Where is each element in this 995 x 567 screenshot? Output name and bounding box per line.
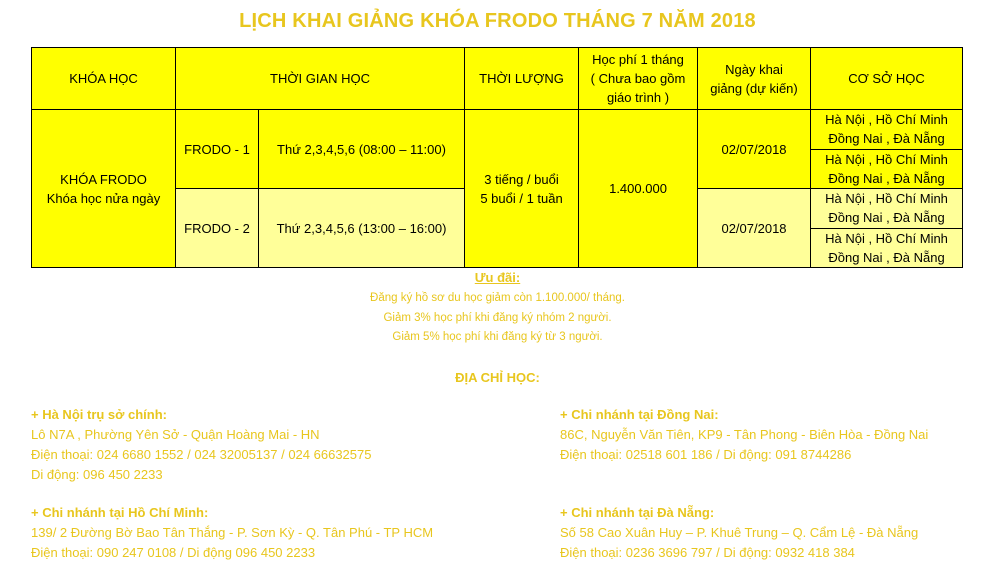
class-code-cell: FRODO - 1 — [176, 110, 259, 189]
header-fee: Học phí 1 tháng ( Chưa bao gồm giáo trình ) — [579, 48, 698, 110]
branch-address: Số 58 Cao Xuân Huy – P. Khuê Trung – Q. Cẩm Lệ - Đà Nẵng — [560, 525, 919, 540]
header-campus: CƠ SỞ HỌC — [811, 48, 963, 110]
header-start-date: Ngày khai giảng (dự kiến) — [698, 48, 811, 110]
branch-address: 86C, Nguyễn Văn Tiên, KP9 - Tân Phong - Biên Hòa - Đồng Nai — [560, 427, 929, 442]
branch-phone: Điện thoại: 0236 3696 797 / Di động: 0932 418 384 — [560, 545, 855, 560]
address-title: ĐỊA CHỈ HỌC: — [455, 370, 540, 385]
fee-cell: 1.400.000 — [579, 110, 698, 268]
campus-cell: Hà Nội , Hồ Chí Minh Đồng Nai , Đà Nẵng — [811, 149, 963, 189]
start-date-cell: 02/07/2018 — [698, 110, 811, 189]
branch-name: + Chi nhánh tại Hồ Chí Minh: — [31, 505, 209, 520]
branch-address: 139/ 2 Đường Bờ Bao Tân Thắng - P. Sơn Kỳ - Q. Tân Phú - TP HCM — [31, 525, 434, 540]
branch-hcm — [31, 503, 433, 563]
branch-phone: Điện thoại: 024 6680 1552 / 024 32005137 / 024 66632575 — [31, 447, 372, 462]
branch-hanoi — [31, 405, 371, 485]
duration-cell: 3 tiếng / buổi 5 buổi / 1 tuần — [465, 110, 579, 268]
class-code-cell: FRODO - 2 — [176, 189, 259, 268]
schedule-table — [31, 47, 963, 268]
promo-item: Giảm 5% học phí khi đăng ký từ 3 người. — [392, 331, 603, 343]
campus-cell: Hà Nội , Hồ Chí Minh Đồng Nai , Đà Nẵng — [811, 110, 963, 150]
promo-item: Đăng ký hồ sơ du học giảm còn 1.100.000/ tháng. — [370, 292, 625, 304]
campus-cell: Hà Nội , Hồ Chí Minh Đồng Nai , Đà Nẵng — [811, 228, 963, 268]
branch-address: Lô N7A , Phường Yên Sở - Quận Hoàng Mai - HN — [31, 427, 320, 442]
branch-name: + Chi nhánh tại Đồng Nai: — [560, 407, 719, 422]
branch-name: + Hà Nội trụ sở chính: — [31, 407, 168, 422]
class-schedule-cell: Thứ 2,3,4,5,6 (13:00 – 16:00) — [259, 189, 465, 268]
table-row — [32, 110, 963, 150]
promo-item: Giảm 3% học phí khi đăng ký nhóm 2 người. — [383, 312, 612, 324]
start-date-cell: 02/07/2018 — [698, 189, 811, 268]
campus-cell: Hà Nội , Hồ Chí Minh Đồng Nai , Đà Nẵng — [811, 189, 963, 229]
branch-phone: Điện thoại: 090 247 0108 / Di động 096 450 2233 — [31, 545, 316, 560]
promo-title: Ưu đãi: — [474, 270, 521, 285]
header-time: THỜI GIAN HỌC — [176, 48, 465, 110]
page-title: LỊCH KHAI GIẢNG KHÓA FRODO THÁNG 7 NĂM 2018 — [239, 10, 756, 32]
table-header-row — [32, 48, 963, 110]
branch-dongnai — [560, 405, 928, 465]
branch-phone: Điện thoại: 02518 601 186 / Di động: 091 8744286 — [560, 447, 852, 462]
class-schedule-cell: Thứ 2,3,4,5,6 (08:00 – 11:00) — [259, 110, 465, 189]
branch-name: + Chi nhánh tại Đà Nẵng: — [560, 505, 715, 520]
course-cell: KHÓA FRODO Khóa học nửa ngày — [32, 110, 176, 268]
branch-danang — [560, 503, 918, 563]
branch-mobile: Di động: 096 450 2233 — [31, 467, 163, 482]
header-course: KHÓA HỌC — [32, 48, 176, 110]
header-duration: THỜI LƯỢNG — [465, 48, 579, 110]
